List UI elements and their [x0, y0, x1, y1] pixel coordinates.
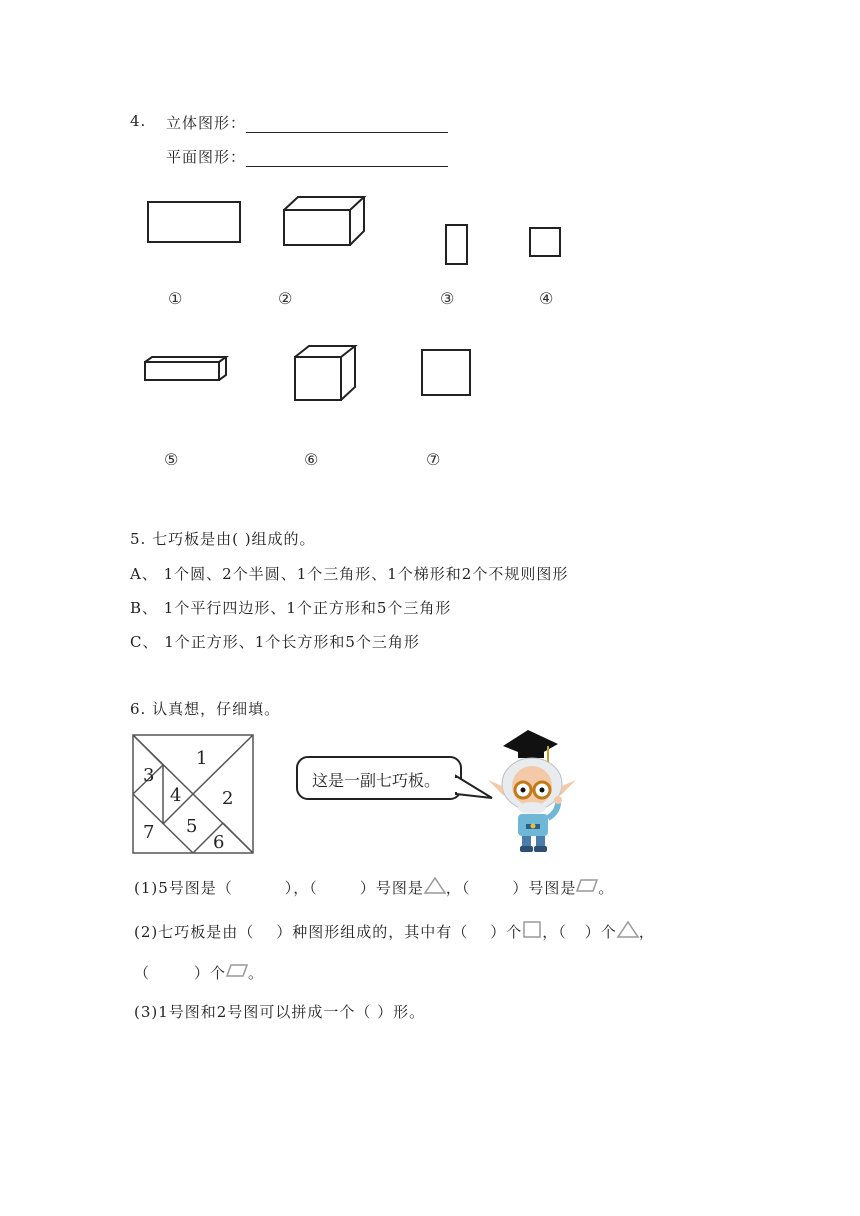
- shape-1-rectangle: [148, 202, 240, 242]
- q4-2d-label: [166, 146, 448, 167]
- circled-label-2: ②: [278, 289, 293, 308]
- parallelogram-icon: [576, 878, 598, 894]
- circled-label-7: ⑦: [426, 450, 441, 469]
- q6-line-4: (3)1号图和2号图可以拼成一个（ ）形。: [134, 1003, 426, 1021]
- parallelogram-icon: [226, 963, 248, 979]
- q6-line-3: [134, 962, 264, 983]
- triangle-icon: [617, 921, 639, 939]
- q6-l1-e: ）号图是: [512, 879, 577, 897]
- professor-character: [488, 726, 578, 856]
- q5-option-c[interactable]: C、 1个正方形、1个长方形和5个三角形: [130, 633, 420, 651]
- q4-2d-blank[interactable]: [246, 148, 448, 167]
- q6-l1-f: 。: [598, 879, 615, 897]
- shape-5-cuboid: [145, 357, 226, 380]
- speech-bubble: [296, 756, 462, 800]
- q6-l1-a: (1)5号图是（: [134, 879, 233, 897]
- tangram-num-1: 1: [196, 748, 208, 769]
- shape-6-cube: [295, 346, 355, 400]
- shape-3-rectangle: [446, 225, 467, 264]
- q6-l2-a: (2)七巧板是由（: [134, 923, 255, 941]
- q6-l2-c: ）个: [490, 923, 523, 941]
- circled-label-4: ④: [539, 289, 554, 308]
- q6-l2-f: ，: [638, 923, 655, 941]
- square-icon: [522, 921, 542, 939]
- q6-l3-b: ）个: [194, 964, 227, 982]
- q6-line-1: [134, 877, 614, 898]
- q6-l2-d: ，（: [542, 923, 567, 941]
- q4-number: 4.: [130, 112, 147, 130]
- tangram-num-2: 2: [222, 788, 234, 809]
- q6-l2-e: ）个: [584, 923, 617, 941]
- q4-3d-blank[interactable]: [246, 114, 448, 133]
- shape-4-square: [530, 228, 560, 256]
- q5-option-a[interactable]: A、 1个圆、2个半圆、1个三角形、1个梯形和2个不规则图形: [130, 565, 569, 583]
- q4-2d-label-text: 平面图形：: [166, 148, 247, 166]
- shape-2-cuboid: [284, 197, 364, 245]
- q6-l3-a: （: [134, 964, 151, 982]
- q6-l1-d: ，（: [445, 879, 471, 897]
- q4-3d-label-text: 立体图形：: [166, 114, 247, 132]
- q5-stem: 5. 七巧板是由( )组成的。: [130, 530, 316, 548]
- circled-label-1: ①: [168, 289, 183, 308]
- q6-l1-b: ），（: [284, 879, 318, 897]
- q6-l3-c: 。: [248, 964, 265, 982]
- q6-l2-b: ）种图形组成的，其中有（: [276, 923, 469, 941]
- tangram-num-6: 6: [213, 832, 225, 853]
- shape-7-square: [422, 350, 470, 395]
- triangle-icon: [424, 877, 446, 895]
- q6-l1-c: ）号图是: [359, 879, 424, 897]
- circled-label-3: ③: [440, 289, 455, 308]
- circled-label-5: ⑤: [164, 450, 179, 469]
- speech-text: 这是一副七巧板。: [312, 771, 441, 790]
- circled-label-6: ⑥: [304, 450, 319, 469]
- tangram-num-5: 5: [186, 816, 198, 837]
- q6-stem: 6. 认真想，仔细填。: [130, 700, 281, 718]
- tangram-num-4: 4: [170, 785, 182, 806]
- q6-line-2: [134, 921, 655, 942]
- tangram-num-7: 7: [143, 822, 155, 843]
- q4-3d-label: [166, 112, 448, 133]
- q5-option-b[interactable]: B、 1个平行四边形、1个正方形和5个三角形: [130, 599, 452, 617]
- tangram-num-3: 3: [143, 765, 155, 786]
